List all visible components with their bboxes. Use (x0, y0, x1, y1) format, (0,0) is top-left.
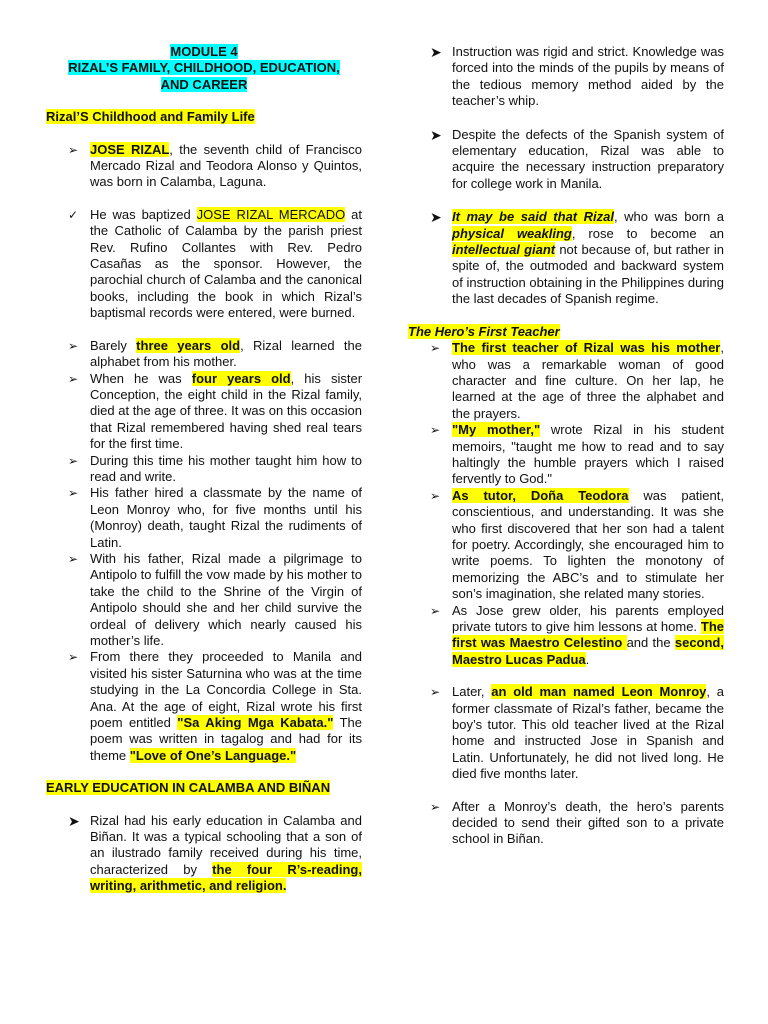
section-heading-early-education: EARLY EDUCATION IN CALAMBA AND BIÑAN (46, 780, 331, 796)
arrow-bullet-icon: ➢ (68, 453, 79, 468)
list-item: ➢ The first teacher of Rizal was his mother, who was a remarkable woman of good character and fine culture. On her lap, he learned at the age of three the alphabet and the prayers. (430, 340, 724, 421)
list-item: ➢ With his father, Rizal made a pilgrimage to Antipolo to fulfill the vow made by his mother to take the child to the Shrine of the Virgin of Antipolo should she and her child survive the ordeal of delivery which nearly caused his mother’s life. (68, 550, 362, 648)
list-item: ➢ After a Monroy’s death, the hero’s parents decided to send their gifted son to a private school in Biñan. (430, 798, 724, 847)
list-item: ➢ From there they proceeded to Manila and visited his sister Saturnina who was at the time studying in the La Concordia College in Sta. Ana. At the age of eight, Rizal wrote his first poem entitled "Sa Aking Mga Kabata." The poem was written in tagalog and had for its theme "Love of One’s Language." (68, 649, 362, 763)
arrow-bullet-icon: ➢ (430, 685, 441, 700)
arrow-bullet-icon: ➢ (68, 142, 79, 157)
list-item: ➤ Despite the defects of the Spanish system of elementary education, Rizal was able to acquire the necessary instruction preparatory for college work in Manila. (430, 126, 724, 191)
list-item: ➤ Rizal had his early education in Calamba and Biñan. It was a typical schooling that a son of an ilustrado family received during his time, characterized by the four R’s-reading, writing, arithmetic, and religion. (68, 812, 362, 894)
arrow-bullet-icon: ➢ (430, 341, 441, 356)
arrow-bullet-icon: ➢ (430, 603, 441, 618)
checkmark-bullet-icon: ✓ (68, 207, 79, 222)
list-item: ➢ "My mother," wrote Rizal in his student memoirs, "taught me how to read and to say haltingly the humble prayers which I raised fervently to God." (430, 422, 725, 487)
title-line-2: AND CAREER (160, 76, 248, 92)
section-heading-first-teacher: The Hero’s First Teacher (408, 323, 560, 339)
arrow-bullet-icon: ➢ (430, 799, 441, 814)
arrowhead-bullet-icon: ➤ (430, 44, 442, 60)
list-item: ➢ Later, an old man named Leon Monroy, a former classmate of Rizal’s father, became the boy’s tutor. This old teacher lived at the Rizal home and instructed Jose in Spanish and Latin. Unfortunately, he did not lived long. He died five months later. (430, 684, 724, 782)
list-item: ➢ As tutor, Doña Teodora was patient, conscientious, and understanding. It was she who first discovered that her son had a talent for poetry. Accordingly, she encouraged him to write poems. To lighten the monotony of memorizing the ABC’s and to stimulate her son’s imagination, she related many stories. (430, 487, 724, 602)
arrowhead-bullet-icon: ➤ (430, 209, 442, 226)
section-heading-childhood: Rizal’S Childhood and Family Life (46, 109, 255, 125)
arrow-bullet-icon: ➢ (430, 488, 441, 503)
list-item: ➢ As Jose grew older, his parents employed private tutors to give him lessons at home. The first was Maestro Celestino and the second, Maestro Lucas Padua. (430, 602, 724, 667)
arrow-bullet-icon: ➢ (68, 650, 79, 665)
list-item: ➤ It may be said that Rizal, who was born a physical weakling, rose to become an intellectual giant not because of, but rather in spite of, the outmoded and backward system of instruction obtaining in the Philippines during the last decades of Spanish regime. (430, 209, 724, 307)
list-item: ➢ During this time his mother taught him how to read and write. (68, 452, 362, 484)
list-item: ➢ His father hired a classmate by the name of Leon Monroy who, for five months until his (Monroy) death, taught Rizal the rudiments of Latin. (68, 485, 362, 550)
module-title (46, 44, 362, 93)
list-item: ➢ Barely three years old, Rizal learned the alphabet from his mother. (68, 337, 362, 370)
arrow-bullet-icon: ➢ (68, 486, 79, 501)
left-column (46, 44, 362, 895)
right-column (408, 44, 724, 848)
title-line-1: RIZAL’S FAMILY, CHILDHOOD, EDUCATION, (68, 60, 340, 76)
list-item: ➢ When he was four years old, his sister Conception, the eight child in the Rizal family, died at the age of three. It was on this occasion that Rizal remembered having shed real tears for the first time. (68, 370, 363, 452)
arrow-bullet-icon: ➢ (430, 423, 441, 438)
list-item: ➤ Instruction was rigid and strict. Knowledge was forced into the minds of the pupils by means of the tedious memory method aided by the teacher’s whip. (430, 44, 724, 109)
arrowhead-bullet-icon: ➤ (68, 812, 80, 829)
list-item: ✓ He was baptized JOSE RIZAL MERCADO at the Catholic of Calamba by the parish priest Rev. Rufino Collantes with Rev. Pedro Casañas as the sponsor. However, the parochial church of Calamba and the canonical books, including the book in which Rizal’s baptismal records were entered, were burned. (68, 206, 362, 321)
list-item: ➢ JOSE RIZAL, the seventh child of Francisco Mercado Rizal and Teodora Alonso y Quintos, was born in Calamba, Laguna. (68, 141, 362, 190)
arrow-bullet-icon: ➢ (68, 371, 79, 386)
arrow-bullet-icon: ➢ (68, 338, 79, 353)
arrow-bullet-icon: ➢ (68, 551, 79, 566)
arrowhead-bullet-icon: ➤ (430, 126, 442, 143)
module-number: MODULE 4 (170, 44, 238, 59)
